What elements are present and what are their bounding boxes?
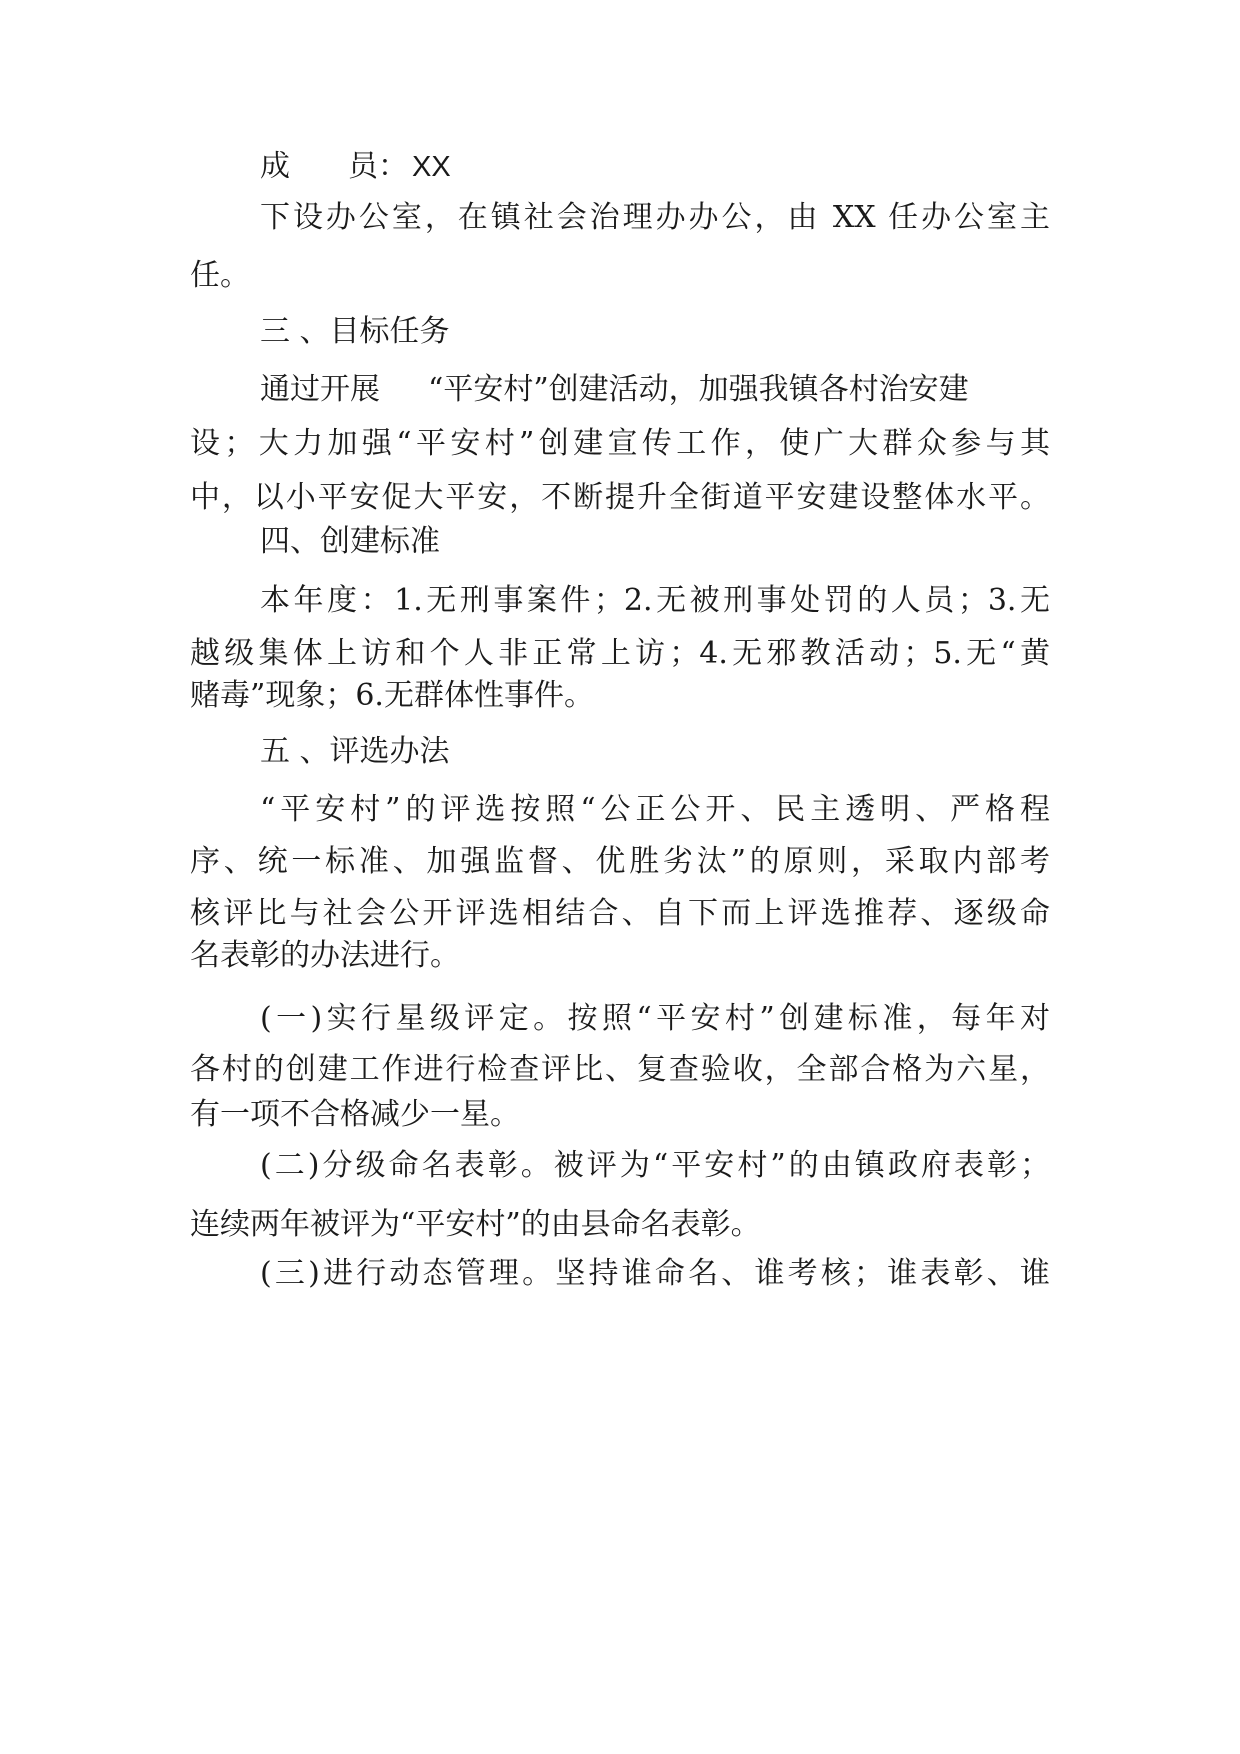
section-4-line-3: 赌毒”现象；6.无群体性事件。 — [190, 678, 594, 713]
section-3-line-1 — [260, 370, 1050, 410]
section-3-line-1-a: 通过开展 — [260, 372, 380, 407]
office-paragraph-line-2: 任。 — [190, 258, 250, 293]
item-1-line-2: 各村的创建工作进行检查评比、复查验收，全部合格为六星， — [190, 1052, 1050, 1087]
section-4-heading: 四、创建标准 — [260, 524, 440, 559]
section-5-intro-line-2: 序、统一标准、加强监督、优胜劣汰”的原则，采取内部考 — [190, 844, 1050, 879]
section-3-heading: 三 、目标任务 — [260, 314, 450, 349]
office-paragraph-line-1: 下设办公室，在镇社会治理办办公，由 XX 任办公室主 — [260, 200, 1050, 235]
item-2-line-1: (二)分级命名表彰。被评为“平安村”的由镇政府表彰； — [260, 1148, 1050, 1183]
item-1-line-1: (一)实行星级评定。按照“平安村”创建标准，每年对 — [260, 1001, 1050, 1036]
members-line — [260, 147, 1050, 187]
section-4-line-1: 本年度：1.无刑事案件；2.无被刑事处罚的人员；3.无 — [260, 583, 1050, 618]
section-5-intro-line-3: 核评比与社会公开评选相结合、自下而上评选推荐、逐级命 — [190, 896, 1050, 931]
members-value: XX — [412, 151, 451, 183]
section-3-line-2: 设；大力加强“平安村”创建宣传工作，使广大群众参与其 — [190, 426, 1050, 461]
section-5-intro-line-4: 名表彰的办法进行。 — [190, 938, 460, 973]
section-5-heading: 五 、评选办法 — [260, 734, 450, 769]
section-4-line-2: 越级集体上访和个人非正常上访；4.无邪教活动；5.无“黄 — [190, 636, 1050, 671]
item-2-line-2: 连续两年被评为“平安村”的由县命名表彰。 — [190, 1207, 761, 1242]
section-3-line-3: 中，以小平安促大平安，不断提升全街道平安建设整体水平。 — [190, 480, 1050, 515]
section-3-line-1-b: “平安村”创建活动，加强我镇各村治安建 — [428, 372, 969, 407]
section-5-intro-line-1: “平安村”的评选按照“公正公开、民主透明、严格程 — [260, 792, 1050, 827]
item-3-line-1: (三)进行动态管理。坚持谁命名、谁考核；谁表彰、谁 — [260, 1256, 1050, 1291]
members-label-b: 员： — [348, 149, 408, 184]
item-1-line-3: 有一项不合格减少一星。 — [190, 1097, 520, 1132]
members-label-a: 成 — [260, 149, 290, 184]
